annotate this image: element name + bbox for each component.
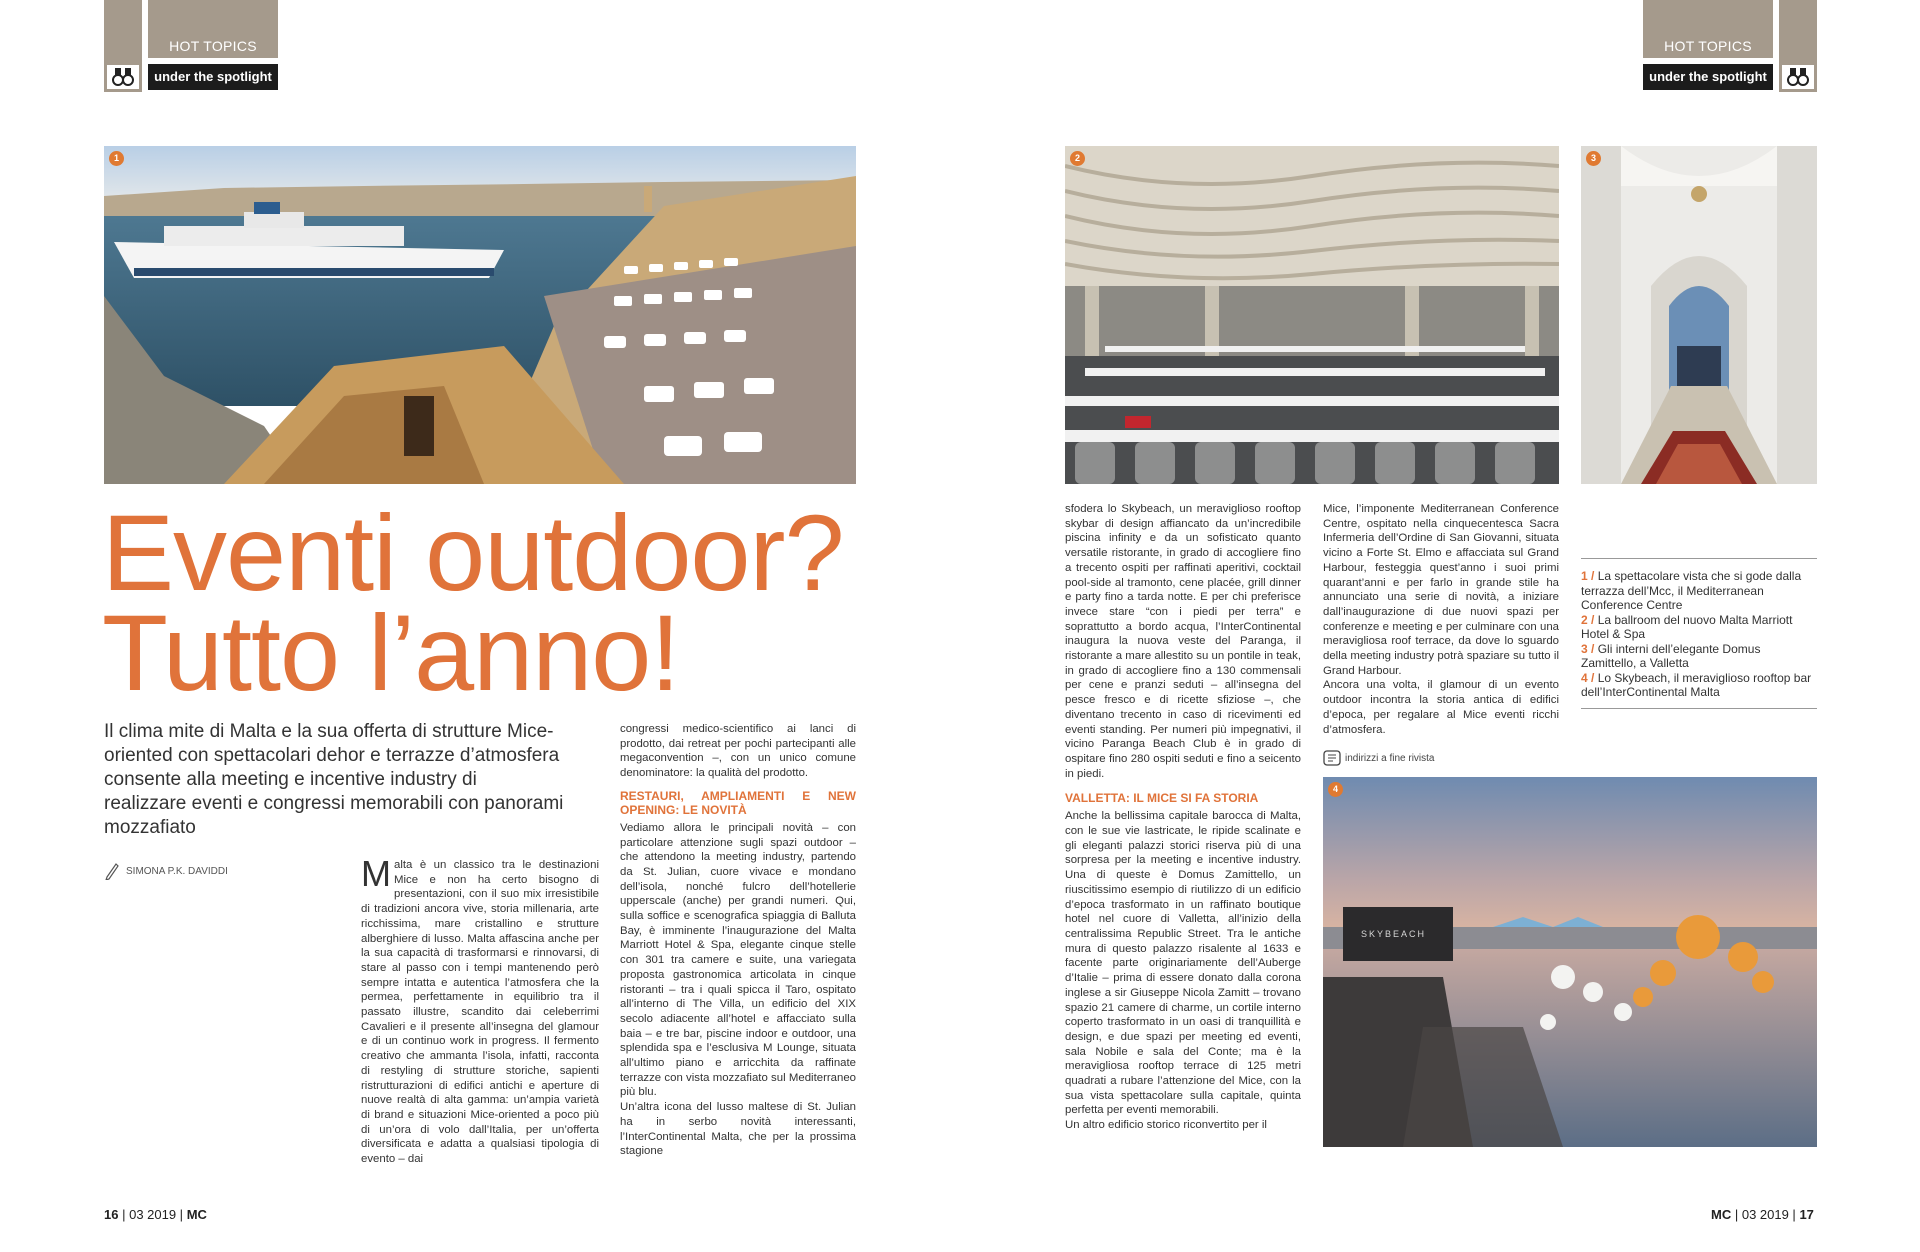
dropcap: M [361,853,391,894]
left-header-bar [104,0,142,62]
photo-domus-interior [1581,146,1817,484]
body-text: Un altro edificio storico riconvertito per il [1065,1119,1267,1132]
address-note-text: indirizzi a fine rivista [1345,752,1435,764]
magazine-name: MC [186,1207,207,1222]
photo-ballroom [1065,146,1559,484]
body-text: alta è un classico tra le destinazioni Mice e non ha certo bisogno di presentazioni, con il suo mix irresistibile di tradizioni ancora vive, storia millenaria, arte ricchissima, mare cristallino e strutture alberghiere di lusso. Malta affascina anche per la sua capacità di trasformarsi e rinnovarsi, di stare al passo con i tempi mantenendo però sempre intatta e autentica l’atmosfera che la permea, perfettamente in equilibrio tra il passato illustre, scandito dai celeberrimi Cavalieri e il presente all’insegna del glamour e di un continuo work in progress. Il fermento creativo che ammanta l’isola, infatti, racconta di restyling di strutture storiche, sapienti ristrutturazioni di edifici antichi e aperture di nuove realtà di alta gamma: un’ampia varietà di brand e situazioni Mice-oriented a poco più di un’ora di volo dall’Italia, per un’offerta diversificata e adatta a qualsiasi tipologia di evento – dai [361,859,599,1166]
caption-item [1581,569,1817,613]
photo-captions [1581,569,1817,700]
issue-date: | 03 2019 | [1734,1207,1796,1222]
caption-number: 2 / [1581,612,1595,627]
headline-line-1: Eventi outdoor? [102,492,844,613]
page-number: 17 [1799,1207,1814,1222]
body-column-2 [620,722,856,1159]
photo-harbour-terrace [104,146,856,484]
left-spotlight-tab: under the spotlight [148,64,278,90]
photo-skybeach-rooftop [1323,777,1817,1147]
body-text: Anche la bellissima capitale barocca di Malta, con le sue vie lastricate, le ripide scalinate e gli eleganti palazzi storici riserva più di una sorpresa per la meeting e incentive industry. Una di queste è Domus Zamittello, un riuscitissimo esempio di riutilizzo di un edificio d’epoca trasformato in un raffinato boutique hotel nel cuore di Valletta, all’inizio della centralissima Republic Street. Tra le antiche mura di questo palazzo risalente al 1633 e facente parte originariamente dell’Auberge d’Italie – prima di essere donato dalla corona inglese a sir Giuseppe Nicola Zamitt – trovano spazio 21 camere di charme, un cortile interno coperto trasformato in un oasi di tranquillità e design, e due spazi per meeting ed eventi, sala Nobile e sala del Conte; ma è la meravigliosa rooftop terrace di 125 metri quadrati a rubare l’attenzione del Mice, con la sua vista spettacolare sulla capitale, quinta perfetta per eventi memorabili. [1065,810,1301,1117]
caption-text: La ballroom del nuovo Malta Marriott Hotel & Spa [1581,612,1793,641]
binoculars-icon [111,66,135,88]
caption-text: Lo Skybeach, il meraviglioso rooftop bar dell’InterContinental Malta [1581,670,1812,699]
right-spotlight-tab: under the spotlight [1643,64,1773,90]
left-hot-topics-tab: HOT TOPICS [148,0,278,58]
body-text: Vediamo allora le principali novità – con particolare attenzione sugli spazi outdoor – che attendono la meeting industry, partendo da St. Julian, cuore vivace e mondano dell’isola, nonché fulcro dell’hotellerie upperscale (anche) per grandi numeri. Qui, sulla soffice e scenografica spiaggia di Balluta Bay, è imminente l’inaugurazione del Malta Marriott Hotel & Spa, elegante cinque stelle con 301 tra camere e suite, una variegata proposta gastronomica articolata in cinque ristoranti – tra i quali spicca il Taro, ospitato all’interno di The Villa, un edificio del XIX secolo adiacente all’hotel e affacciato sulla baia – e tre bar, piscine indoor e outdoor, una splendida spa e l’esclusiva M Lounge, situata all’ultimo piano e arricchita da raffinate terrazze con vista mozzafiato sul Mediterraneo più blu. [620,821,856,1099]
right-hot-topics-tab: HOT TOPICS [1643,0,1773,58]
magazine-name: MC [1711,1207,1732,1222]
article-lead: Il clima mite di Malta e la sua offerta di strutture Mice-oriented con spettacolari dehor e terrazze d’atmosfera consente alla meeting e incentive industry di realizzare eventi e congressi memorabili con panorami mozzafiato [104,721,564,838]
photo-number-badge: 3 [1586,151,1601,166]
headline-line-2: Tutto l’anno! [102,592,680,713]
left-header-icon-box [104,62,142,92]
right-header-bar [1779,0,1817,62]
binoculars-icon [1786,66,1810,88]
page-number: 16 [104,1207,119,1222]
body-text: Mice, l’imponente Mediterranean Conference Centre, ospitato nella cinquecentesca Sacra Infermeria dell’Ordine di San Giovanni, situata vicino a Forte St. Elmo e affacciata sul Grand Harbour, festeggia quest’anno i suoi primi quarant’anni e per farlo in grande stile ha annunciato una serie di novità, a iniziare dall’inaugurazione di due nuovi spazi per conferenze e meeting e per culminare con una meravigliosa roof terrace, da dove lo sguardo della meeting industry potrà spaziare su tutto il Grand Harbour. [1323,503,1559,677]
caption-number: 1 / [1581,569,1595,583]
body-column-4 [1323,502,1559,737]
section-heading: VALLETTA: IL MICE SI FA STORIA [1065,791,1259,806]
photo-number-badge: 4 [1328,782,1343,797]
address-note [1323,750,1434,766]
caption-number: 4 / [1581,670,1595,685]
right-header-icon-box [1779,62,1817,92]
body-column-1 [361,853,599,1167]
author-byline [104,862,228,880]
caption-item [1581,671,1817,700]
right-folio [1711,1207,1814,1222]
body-text: congressi medico-scientifico ai lanci di prodotto, dai retreat per pochi partecipanti alle megaconvention –, con un unico comune denominatore: la qualità del prodotto. [620,723,856,780]
caption-item [1581,642,1817,671]
issue-date: | 03 2019 | [122,1207,184,1222]
address-book-icon [1323,750,1341,766]
caption-divider [1581,558,1817,559]
body-column-3 [1065,502,1301,1133]
left-folio [104,1207,207,1222]
photo-number-badge: 1 [109,151,124,166]
pen-icon [104,862,120,880]
photo-number-badge: 2 [1070,151,1085,166]
body-text: Ancora una volta, il glamour di un evento outdoor incontra la storia antica di edifici d’epoca, per regalare al Mice eventi ricchi d’atmosfera. [1323,679,1559,736]
caption-text: La spettacolare vista che si gode dalla terrazza dell’Mcc, il Mediterranean Conference Centre [1581,569,1802,612]
skybeach-sign: SKYBEACH [1361,929,1427,939]
caption-item [1581,613,1817,642]
author-name: SIMONA P.K. DAVIDDI [126,865,228,877]
caption-divider-bottom [1581,708,1817,709]
caption-number: 3 / [1581,641,1595,656]
body-text: sfodera lo Skybeach, un meraviglioso rooftop skybar di design affiancato da un’incredibile piscina infinity e da un sofisticato quanto versatile ristorante, in grado di accogliere fino a trecento ospiti per raffinati aperitivi, cocktail pool-side al tramonto, cene placée, grill dinner e party fino a tarda notte. E per chi preferisce invece stare “con i piedi per terra” e soprattutto a bordo acqua, l’InterContinental inaugura la nuova veste del Paranga, il ristorante a mare allestito su un pontile in teak, in grado di accogliere fino a 130 commensali per cene e pranzi seduti – all’insegna del pesce fresco e di ricette sfiziose –, che diventano trecento in caso di ricevimenti ed eventi standing. Per numeri più impegnativi, il vicino Paranga Beach Club è in grado di ospitare fino 280 ospiti seduti e fino a seicento in piedi. [1065,503,1301,780]
caption-text: Gli interni dell’elegante Domus Zamittello, a Valletta [1581,641,1761,670]
body-text: Un’altra icona del lusso maltese di St. Julian ha in serbo novità interessanti, l’InterContinental Malta, che per la prossima stagione [620,1101,856,1158]
section-heading: RESTAURI, AMPLIAMENTI E NEW OPENING: LE NOVITÀ [620,788,856,817]
